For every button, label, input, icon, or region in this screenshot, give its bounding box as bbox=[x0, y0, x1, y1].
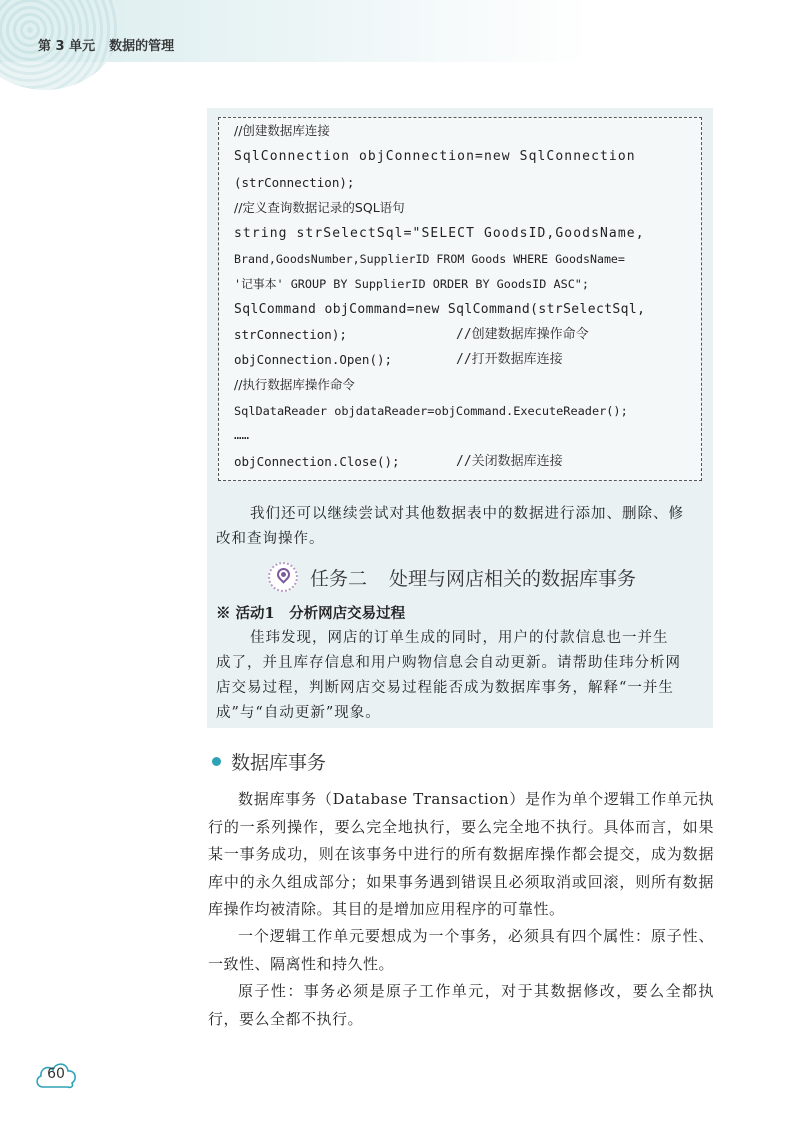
activity-label: ※ 活动1 分析网店交易过程 bbox=[216, 605, 406, 622]
code-line: '记事本' GROUP BY SupplierID ORDER BY GoodsID ASC"; bbox=[234, 277, 589, 291]
code-line: SqlConnection objConnection=new SqlConnection bbox=[234, 149, 636, 164]
page-number-text: 60 bbox=[47, 1066, 65, 1082]
code-line: strConnection); bbox=[234, 327, 347, 342]
code-comment: //打开数据库连接 bbox=[456, 352, 563, 367]
body-paragraph: 一个逻辑工作单元要想成为一个事务，必须具有四个属性：原子性、一致性、隔离性和持久性。 bbox=[208, 927, 714, 973]
code-line: objConnection.Close(); bbox=[234, 454, 400, 469]
location-pin-icon bbox=[268, 562, 298, 592]
bullet-dot-icon bbox=[212, 757, 221, 766]
activity-paragraph-line: 成了，并且库存信息和用户购物信息会自动更新。请帮助佳玮分析网 bbox=[216, 655, 681, 671]
panel-paragraph-line: 我们还可以继续尝试对其他数据表中的数据进行添加、删除、修 bbox=[250, 506, 684, 522]
activity-paragraph-line: 店交易过程，判断网店交易过程能否成为数据库事务，解释“一并生 bbox=[216, 680, 674, 696]
code-line: //定义查询数据记录的SQL语句 bbox=[234, 200, 405, 215]
code-line: //执行数据库操作命令 bbox=[234, 377, 355, 392]
activity-paragraph-line: 佳玮发现，网店的订单生成的同时，用户的付款信息也一并生 bbox=[250, 630, 669, 646]
body-paragraph: 原子性：事务必须是原子工作单元，对于其数据修改，要么全都执行，要么全都不执行。 bbox=[208, 982, 714, 1028]
task-heading bbox=[268, 561, 636, 593]
task-title: 处理与网店相关的数据库事务 bbox=[389, 567, 637, 590]
code-line: SqlCommand objCommand=new SqlCommand(strSelectSql, bbox=[234, 302, 646, 317]
code-line: …… bbox=[234, 427, 250, 442]
panel-paragraph-line: 改和查询操作。 bbox=[216, 531, 325, 547]
section-title: 数据库事务 bbox=[231, 752, 327, 774]
code-line: (strConnection); bbox=[234, 175, 355, 190]
code-listing-box bbox=[218, 117, 702, 481]
code-line: string strSelectSql="SELECT GoodsID,GoodsName, bbox=[234, 226, 645, 241]
section-heading bbox=[212, 748, 326, 775]
code-comment: //创建数据库操作命令 bbox=[456, 327, 589, 342]
running-head bbox=[38, 35, 188, 54]
code-line: SqlDataReader objdataReader=objCommand.ExecuteReader(); bbox=[234, 404, 628, 418]
code-line: //创建数据库连接 bbox=[234, 123, 330, 138]
task-number: 任务二 bbox=[310, 567, 368, 590]
page-number bbox=[34, 1057, 78, 1091]
activity-paragraph-line: 成”与“自动更新”现象。 bbox=[216, 705, 381, 721]
code-comment: //关闭数据库连接 bbox=[456, 454, 563, 469]
unit-label: 第 3 单元 bbox=[38, 39, 96, 54]
body-paragraph: 数据库事务（Database Transaction）是作为单个逻辑工作单元执行的一系列操作，要么完全地执行，要么完全地不执行。具体而言，如果某一事务成功，则在该事务中进行的所有数据库操作都会提交，成为数据库中的永久组成部分；如果事务遇到错误且必须取消或回滚，则所有数据库操作均被清除。其目的是增加应用程序的可靠性。 bbox=[208, 790, 714, 918]
page-header bbox=[0, 0, 791, 62]
chapter-title: 数据的管理 bbox=[109, 39, 175, 54]
code-line: Brand,GoodsNumber,SupplierID FROM Goods WHERE GoodsName= bbox=[234, 252, 625, 266]
code-line: objConnection.Open(); bbox=[234, 352, 393, 367]
